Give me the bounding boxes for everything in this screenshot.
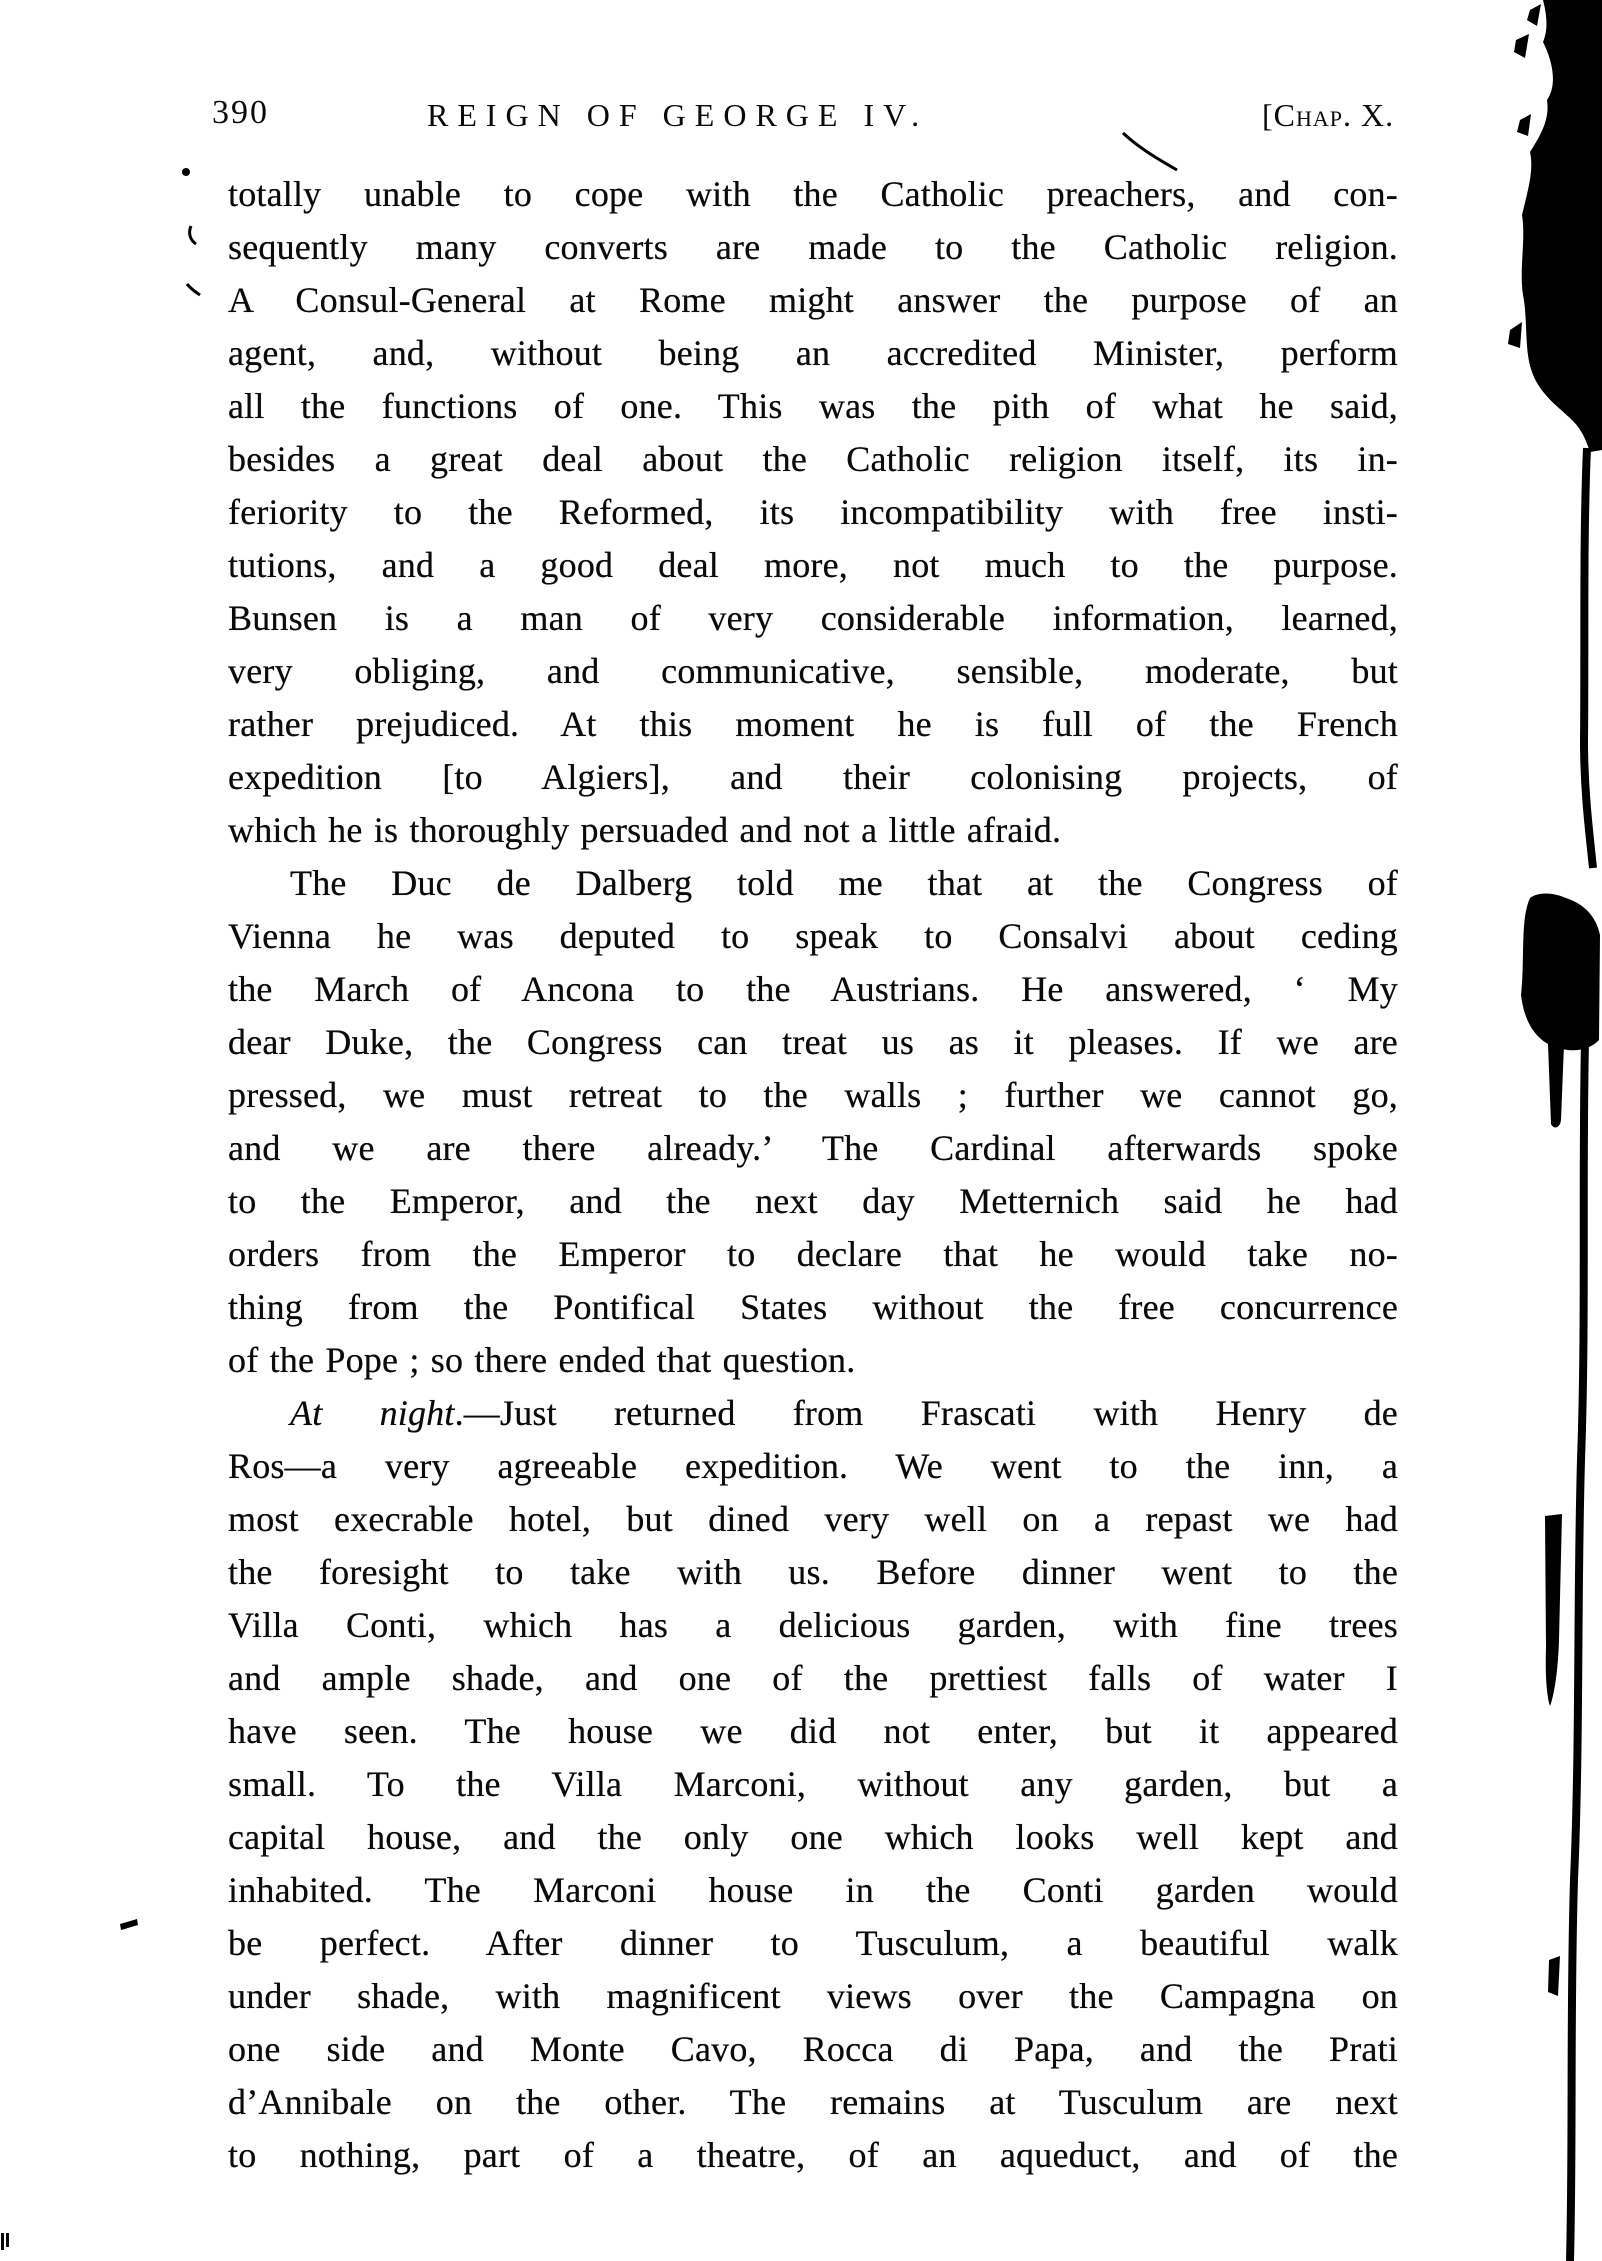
margin-speck (182, 168, 190, 176)
text-line: which he is thoroughly persuaded and not a little afraid. (228, 810, 1062, 850)
ink-stroke-lower-right (1545, 1514, 1562, 1706)
running-header-title: REIGN OF GEORGE IV. (427, 97, 929, 133)
text-line (228, 1387, 1398, 1440)
text-line: totally unable to cope with the Catholic preachers, and con- (228, 174, 1398, 214)
chapter-label: [Chap. X. (1262, 97, 1395, 133)
text-line: small. To the Villa Marconi, without any garden, but a (228, 1764, 1398, 1804)
text-line: Ros—a very agreeable expedition. We went to the inn, a (228, 1446, 1398, 1486)
text-line: and we are there already.’ The Cardinal afterwards spoke (228, 1128, 1398, 1168)
text-line: besides a great deal about the Catholic religion itself, its in- (228, 439, 1398, 479)
text-line: under shade, with magnificent views over the Campagna on (228, 1976, 1398, 2016)
text-line: expedition [to Algiers], and their colonising projects, of (228, 757, 1398, 797)
ink-tail-upper (1584, 448, 1593, 868)
text-line: feriority to the Reformed, its incompatibility with free insti- (228, 492, 1398, 532)
ink-stroke-below-blot (1548, 1044, 1564, 1127)
margin-tick (187, 284, 200, 295)
text-line: d’Annibale on the other. The remains at Tusculum are next (228, 2082, 1398, 2122)
paragraph (228, 857, 1398, 1387)
text-line-continuation: .—Just returned from Frascati with Henry de (454, 1393, 1398, 1433)
text-line: tutions, and a good deal more, not much to the purpose. (228, 545, 1398, 585)
ink-stain-top-right (1522, 0, 1602, 452)
ink-speck-lower-right (1548, 1956, 1560, 1996)
ink-blot-middle (1521, 894, 1600, 1051)
text-line: most execrable hotel, but dined very well on a repast we had (228, 1499, 1398, 1539)
paragraph (228, 168, 1398, 857)
body-text (228, 168, 1398, 2182)
text-line: be perfect. After dinner to Tusculum, a beautiful walk (228, 1923, 1398, 1963)
text-line: Villa Conti, which has a delicious garden, with fine trees (228, 1605, 1398, 1645)
margin-tick (190, 226, 196, 244)
text-line: have seen. The house we did not enter, but it appeared (228, 1711, 1398, 1751)
pen-scratch (1123, 133, 1177, 170)
text-line: Bunsen is a man of very considerable information, learned, (228, 598, 1398, 638)
text-line: Vienna he was deputed to speak to Consalvi about ceding (228, 916, 1398, 956)
text-line: orders from the Emperor to declare that he would take no- (228, 1234, 1398, 1274)
text-line: to nothing, part of a theatre, of an aqueduct, and of the (228, 2135, 1398, 2175)
text-line: inhabited. The Marconi house in the Conti garden would (228, 1870, 1398, 1910)
bottom-left-mark (1, 2233, 9, 2250)
text-line: pressed, we must retreat to the walls ; further we cannot go, (228, 1075, 1398, 1115)
text-line: agent, and, without being an accredited Minister, perform (228, 333, 1398, 373)
text-line: sequently many converts are made to the Catholic religion. (228, 227, 1398, 267)
text-line: very obliging, and communicative, sensible, moderate, but (228, 651, 1398, 691)
text-line: all the functions of one. This was the pith of what he said, (228, 386, 1398, 426)
text-line: The Duc de Dalberg told me that at the Congress of (290, 863, 1398, 903)
text-line: the foresight to take with us. Before dinner went to the (228, 1552, 1398, 1592)
text-line: rather prejudiced. At this moment he is full of the French (228, 704, 1398, 744)
ink-line-right (1570, 1042, 1585, 2261)
diary-time-label: At night (290, 1393, 455, 1433)
text-line: of the Pope ; so there ended that question. (228, 1340, 856, 1380)
ink-stain-top-fuzz (1508, 4, 1541, 348)
text-line: capital house, and the only one which looks well kept and (228, 1817, 1398, 1857)
text-line: one side and Monte Cavo, Rocca di Papa, and the Prati (228, 2029, 1398, 2069)
text-line: thing from the Pontifical States without the free concurrence (228, 1287, 1398, 1327)
text-line: dear Duke, the Congress can treat us as it pleases. If we are (228, 1022, 1398, 1062)
paragraph (228, 1387, 1398, 2182)
margin-dash (120, 1919, 138, 1930)
text-line: and ample shade, and one of the prettiest falls of water I (228, 1658, 1398, 1698)
page-number: 390 (212, 94, 269, 131)
text-line: to the Emperor, and the next day Metternich said he had (228, 1181, 1398, 1221)
text-line: the March of Ancona to the Austrians. He answered, ‘ My (228, 969, 1398, 1009)
text-line: A Consul-General at Rome might answer the purpose of an (228, 280, 1398, 320)
